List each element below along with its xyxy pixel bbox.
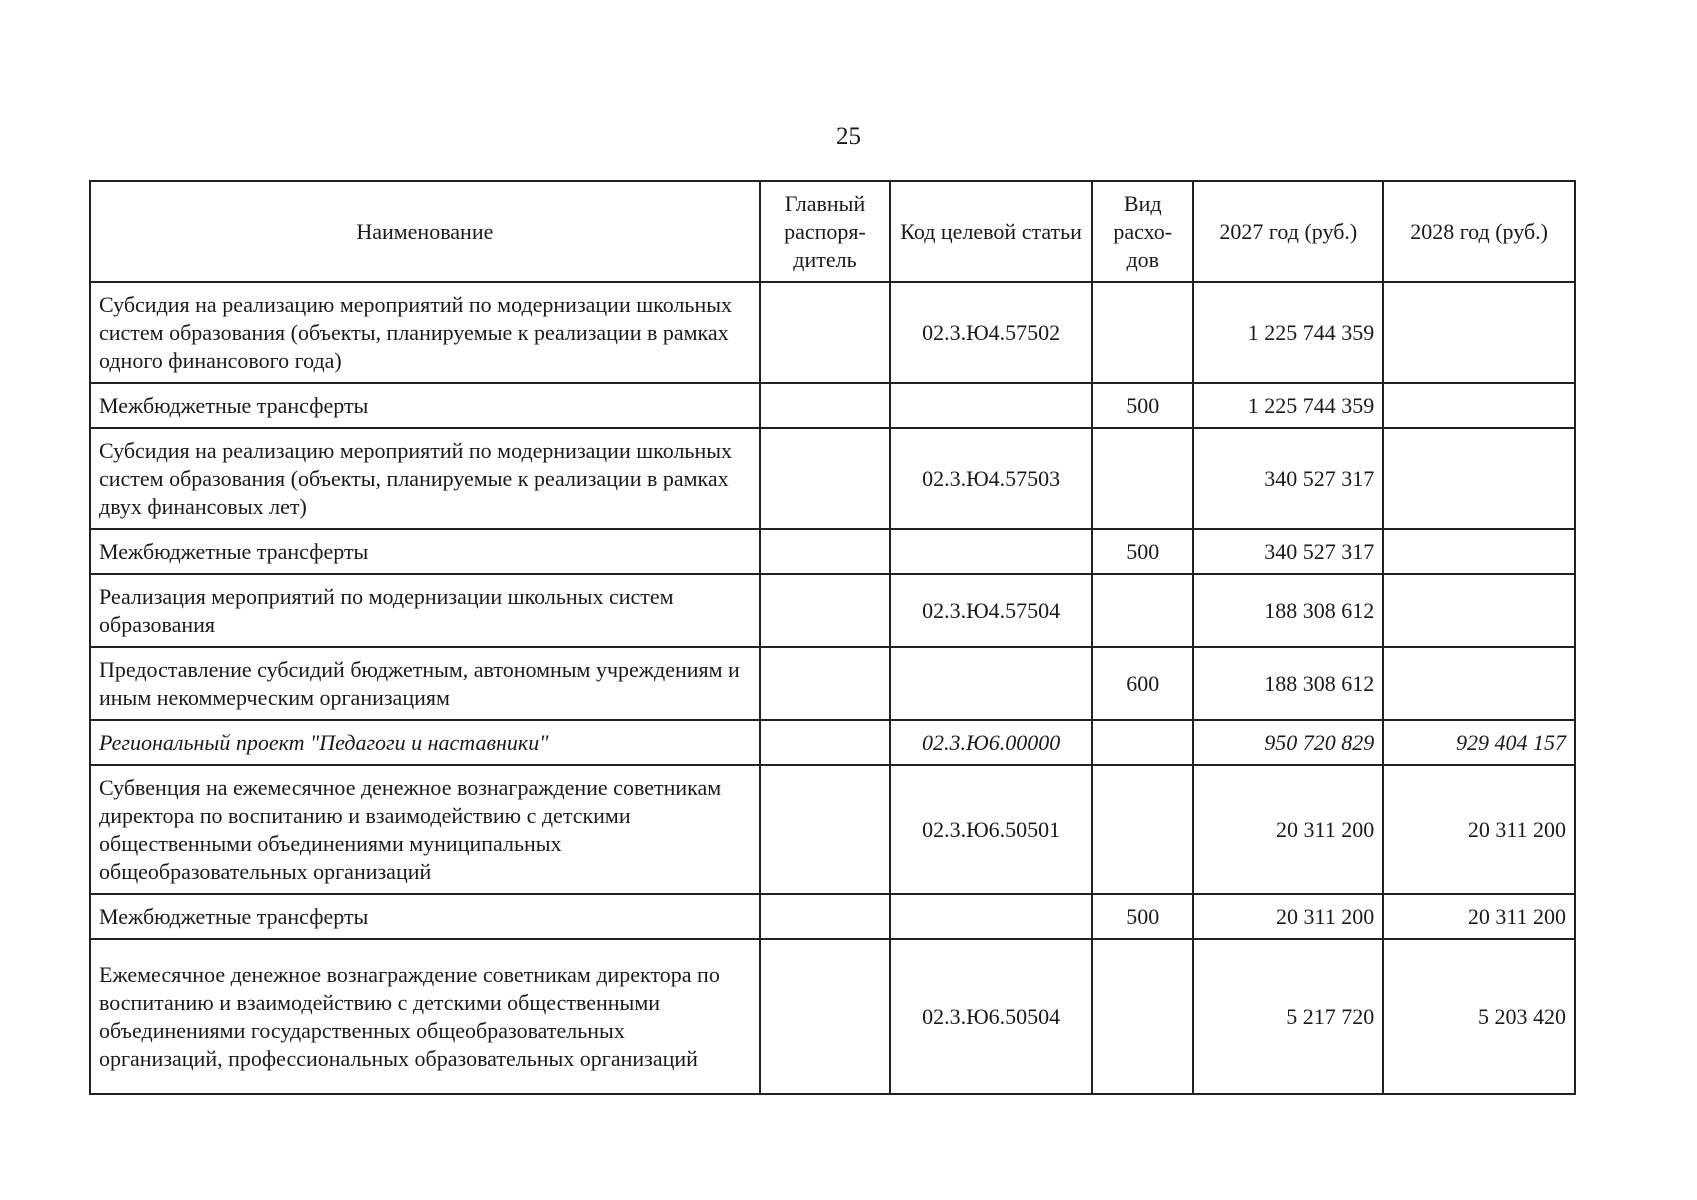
cell-name: Предоставление субсидий бюджетным, автономным учреждениям и иным некоммерческим организациям [90, 647, 760, 720]
cell-code [890, 647, 1092, 720]
cell-2027: 340 527 317 [1193, 428, 1383, 529]
cell-name: Межбюджетные трансферты [90, 383, 760, 428]
cell-2028 [1383, 383, 1575, 428]
cell-2028: 929 404 157 [1383, 720, 1575, 765]
cell-type: 600 [1092, 647, 1193, 720]
cell-2027: 188 308 612 [1193, 647, 1383, 720]
cell-name: Межбюджетные трансферты [90, 529, 760, 574]
table-row [90, 574, 1575, 647]
table-row [90, 282, 1575, 383]
cell-code [890, 383, 1092, 428]
cell-2027: 20 311 200 [1193, 765, 1383, 894]
header-type: Вид расхо-дов [1092, 181, 1193, 282]
cell-manager [760, 720, 891, 765]
cell-2027: 188 308 612 [1193, 574, 1383, 647]
cell-name: Межбюджетные трансферты [90, 894, 760, 939]
cell-type: 500 [1092, 894, 1193, 939]
cell-2028 [1383, 529, 1575, 574]
cell-code: 02.3.Ю4.57504 [890, 574, 1092, 647]
cell-2028: 20 311 200 [1383, 765, 1575, 894]
cell-name: Ежемесячное денежное вознаграждение советникам директора по воспитанию и взаимодействию с детскими общественными объединениями государственных общеобразовательных организаций, профессиональных образовательных организаций [90, 939, 760, 1094]
cell-code [890, 529, 1092, 574]
table-header [90, 181, 1575, 282]
cell-manager [760, 939, 891, 1094]
cell-code: 02.3.Ю6.00000 [890, 720, 1092, 765]
cell-manager [760, 529, 891, 574]
cell-2027: 1 225 744 359 [1193, 383, 1383, 428]
header-code: Код целевой статьи [890, 181, 1092, 282]
cell-type [1092, 574, 1193, 647]
header-2028: 2028 год (руб.) [1383, 181, 1575, 282]
cell-code [890, 894, 1092, 939]
cell-name: Реализация мероприятий по модернизации школьных систем образования [90, 574, 760, 647]
cell-manager [760, 765, 891, 894]
header-manager: Главный распоря-дитель [760, 181, 891, 282]
cell-code: 02.3.Ю6.50501 [890, 765, 1092, 894]
cell-code: 02.3.Ю4.57503 [890, 428, 1092, 529]
table-row [90, 647, 1575, 720]
cell-2028 [1383, 428, 1575, 529]
table-row [90, 529, 1575, 574]
cell-code: 02.3.Ю4.57502 [890, 282, 1092, 383]
page-number: 25 [836, 123, 861, 150]
table-body [90, 282, 1575, 1094]
cell-2027: 20 311 200 [1193, 894, 1383, 939]
cell-type: 500 [1092, 529, 1193, 574]
cell-2028: 5 203 420 [1383, 939, 1575, 1094]
budget-table [89, 180, 1576, 1095]
cell-code: 02.3.Ю6.50504 [890, 939, 1092, 1094]
cell-2027: 950 720 829 [1193, 720, 1383, 765]
cell-type [1092, 765, 1193, 894]
table-row-regional-project [90, 720, 1575, 765]
cell-type [1092, 282, 1193, 383]
cell-manager [760, 428, 891, 529]
cell-2028 [1383, 282, 1575, 383]
cell-manager [760, 894, 891, 939]
table-row [90, 765, 1575, 894]
cell-2028: 20 311 200 [1383, 894, 1575, 939]
cell-manager [760, 383, 891, 428]
cell-name: Субсидия на реализацию мероприятий по модернизации школьных систем образования (объекты, планируемые к реализации в рамках двух финансовых лет) [90, 428, 760, 529]
table-row [90, 939, 1575, 1094]
table-row [90, 894, 1575, 939]
cell-manager [760, 647, 891, 720]
cell-type [1092, 720, 1193, 765]
header-name: Наименование [90, 181, 760, 282]
cell-type [1092, 428, 1193, 529]
cell-type [1092, 939, 1193, 1094]
cell-name: Субсидия на реализацию мероприятий по модернизации школьных систем образования (объекты, планируемые к реализации в рамках одного финансового года) [90, 282, 760, 383]
header-row [90, 181, 1575, 282]
cell-2027: 5 217 720 [1193, 939, 1383, 1094]
cell-2028 [1383, 574, 1575, 647]
cell-2027: 340 527 317 [1193, 529, 1383, 574]
cell-name: Субвенция на ежемесячное денежное вознаграждение советникам директора по воспитанию и взаимодействию с детскими общественными объединениями муниципальных общеобразовательных организаций [90, 765, 760, 894]
table-row [90, 428, 1575, 529]
cell-manager [760, 574, 891, 647]
cell-2027: 1 225 744 359 [1193, 282, 1383, 383]
cell-type: 500 [1092, 383, 1193, 428]
cell-2028 [1383, 647, 1575, 720]
table-row [90, 383, 1575, 428]
cell-manager [760, 282, 891, 383]
cell-name: Региональный проект "Педагоги и наставники" [90, 720, 760, 765]
header-2027: 2027 год (руб.) [1193, 181, 1383, 282]
